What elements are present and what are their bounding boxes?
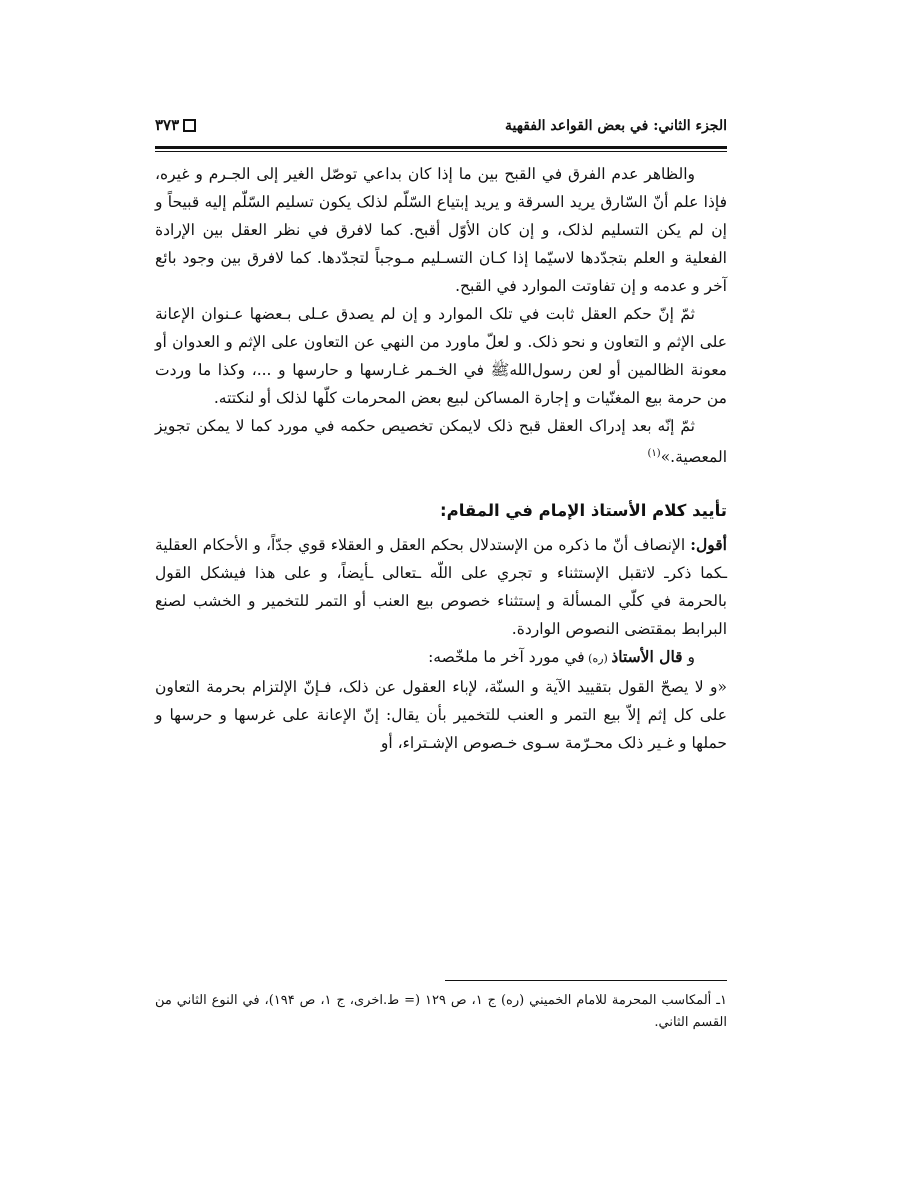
paragraph-5-text: في مورد آخر ما ملخّصه: [428,648,585,667]
paragraph-1: والظاهر عدم الفرق في القبح بين ما إذا كان بداعي توصّل الغير إلى الجـرم و غيره، فإذا علم أنّ السّارق يريد السرقة و يريد إبتياع السّلّم لذلک يكون تسليم السّلّم إليه قبيحاً و إن لم يكن التسليم لذلک، و إن كان الأوّل أقبح. كما لافرق في نظر العقل بين الإرادة الفعلية و العلم بتجدّدها لاسيّما إذا كـان التسـليم مـوجباً لتجدّدها. كما لافرق بين وجود بائع آخر و عدمه و إن تفاوتت الموارد في القبح. [155,165,727,295]
square-icon [183,119,196,132]
paragraph-4-text: الإنصاف أنّ ما ذكره من الإستدلال بحكم العقل و العقلاء قوي جدّاً، و الأحكام العقلية ـكما ذكرـ لاتقبل الإستثناء و تجري على اللّه ـتعالى ـأيضاً، و على هذا فيشكل القول بالحرمة في كلّي المسألة و إستثناء خصوص بيع العنب أو التمر للتخمير و الخشب لصنع البرابط بمقتضى النصوص الواردة. [155,536,727,639]
honorific: (ره) [584,652,612,666]
main-text [155,160,727,757]
book-page [155,108,727,1108]
header-rule [155,146,727,149]
header-rule-thin [155,151,727,152]
paragraph-4 [155,531,727,643]
footnote-mark: (١) [647,448,661,459]
paragraph-5-pre: و [682,648,695,667]
page-number: ٣٧٣ [155,116,180,134]
page-number-block [155,116,196,134]
footnote: ١ـ ألمكاسب المحرمة للامام الخميني (ره) ج ١، ص ١٢٩ (= ط.اخرى، ج ١، ص ١٩۴)، في النوع الثاني من القسم الثاني. [155,993,728,1030]
lead-phrase: قال الأستاذ [611,647,683,667]
quote-paragraph: «و لا يصحّ القول بتقييد الآية و السنّة، لإباء العقول عن ذلک، فـإنّ الإلتزام بحرمة التعاون على كل إثم إلاّ بيع التمر و العنب للتخمير بأن يقال: إنّ الإعانة على غرسها و حرسها و حملها و غـير ذلک محـرّمة سـوى خـصوص الإشـتراء، أو [155,678,727,753]
running-title: الجزء الثاني: في بعض القواعد الفقهية [505,118,727,134]
page-header [155,114,727,142]
paragraph-2: ثمّ إنّ حكم العقل ثابت في تلک الموارد و إن لم يصدق عـلى بـعضها عـنوان الإعانة على الإثم و التعاون و نحو ذلک. و لعلّ ماورد من النهي عن التعاون على الإثم و العدوان أو معونة الظالمين أو لعن رسول‌الله‌ﷺ في الخـمر غـارسها و حارسها و ...، وكذا ما وردت من حرمة بيع المغنّيات و إجارة المساكن لبيع بعض المحرمات كلّها لذلک أو لنكتته. [155,305,727,407]
paragraph-5 [155,643,727,673]
paragraph-3 [155,412,727,471]
footnote-rule [445,980,727,981]
paragraph-3-text: ثمّ إنّه بعد إدراک العقل قبح ذلک لايمكن تخصيص حكمه في مورد كما لا يمكن تجويز المعصية.» [155,417,727,467]
lead-word: أقول: [690,535,727,555]
section-heading: تأييد كلام الأستاذ الإمام في المقام: [440,501,727,521]
